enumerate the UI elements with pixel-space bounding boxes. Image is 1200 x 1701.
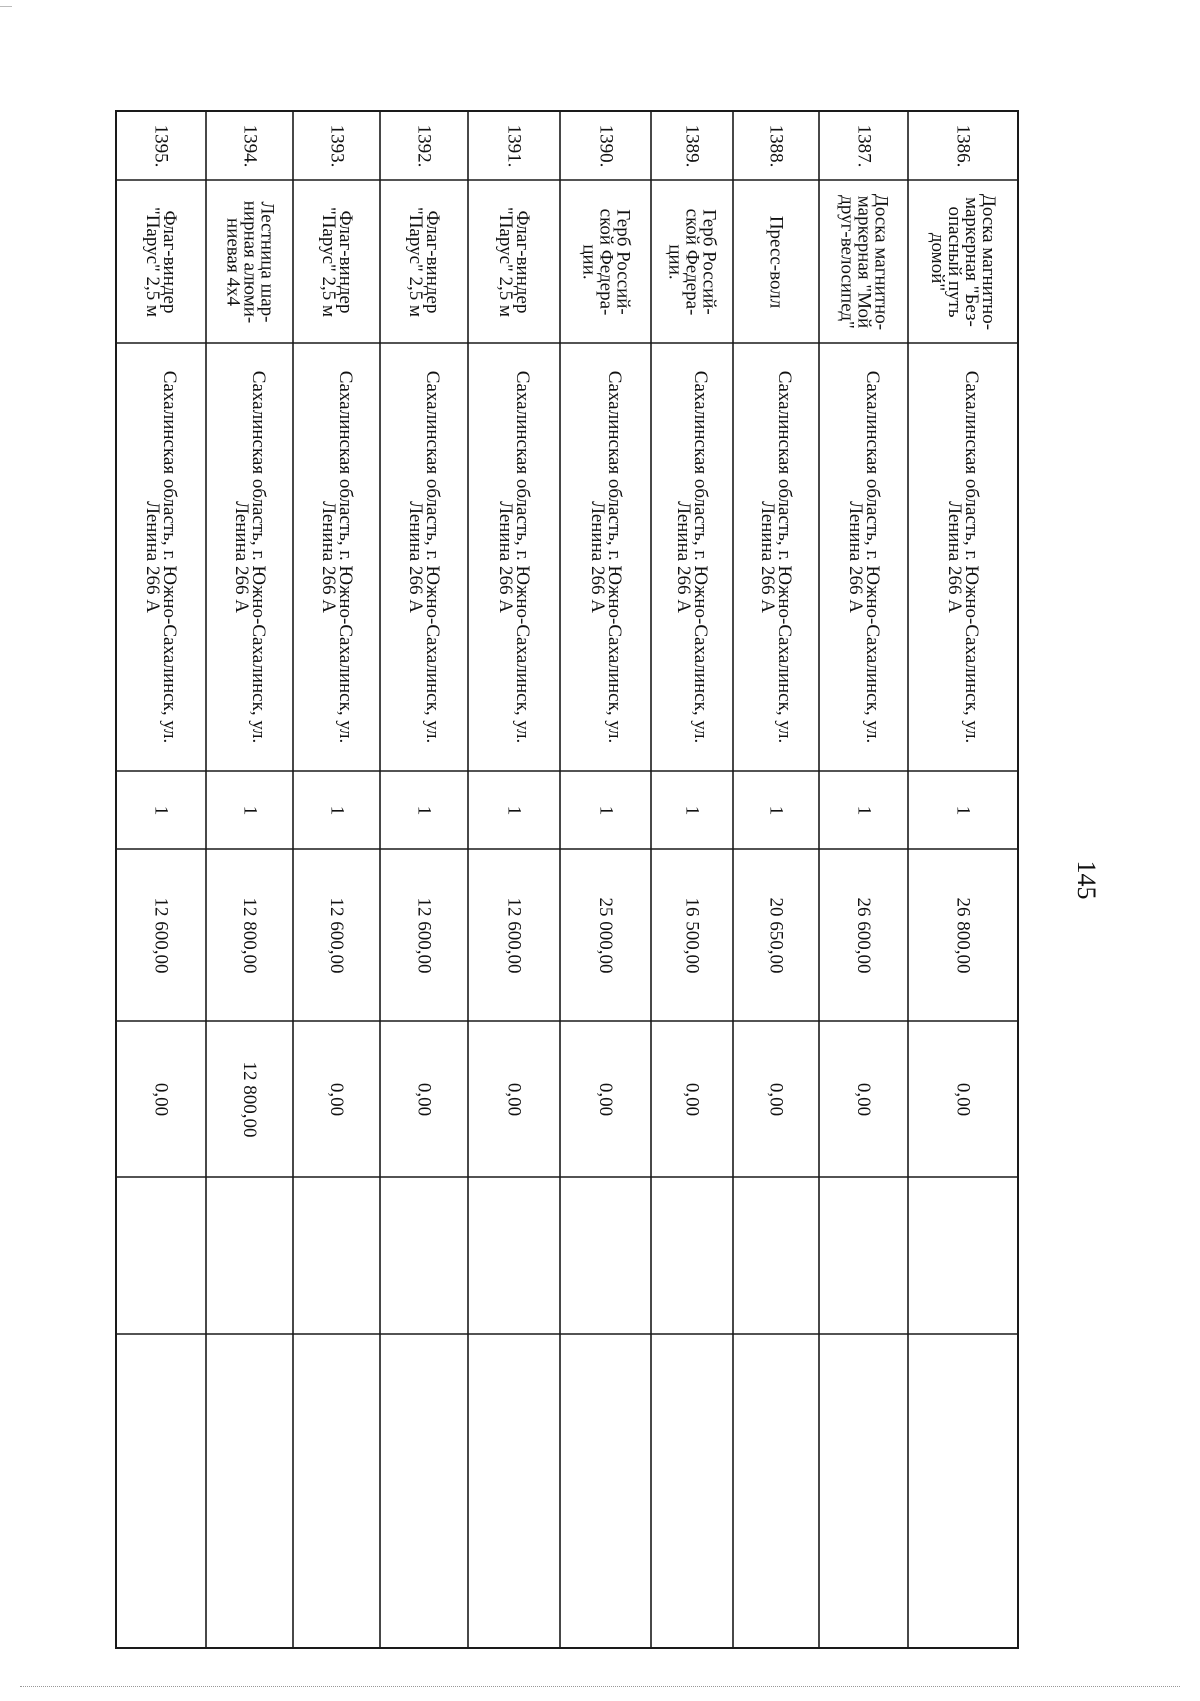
price-cell xyxy=(908,849,1018,1021)
scan-artifact-mark xyxy=(0,6,12,7)
item-name-cell xyxy=(293,180,380,343)
item-name-cell xyxy=(733,180,819,343)
item-name-text: Пресс-волл xyxy=(765,215,787,308)
residual-value-cell xyxy=(380,1021,468,1177)
extra-cell xyxy=(908,1177,1018,1334)
residual-value-text: 0,00 xyxy=(595,1082,616,1116)
row-number-cell xyxy=(651,111,733,180)
item-name-text: Герб Россий- ской Федера- ции. xyxy=(578,208,633,315)
item-name-text: Доска магнитно- маркерная "Мой друг-велосипед" xyxy=(836,193,891,330)
residual-value-text: 0,00 xyxy=(326,1082,347,1116)
row-number-text: 1391. xyxy=(503,124,525,167)
row-number-text: 1393. xyxy=(326,124,347,167)
row-number-cell xyxy=(908,111,1018,180)
residual-value-cell xyxy=(206,1021,293,1177)
price-cell xyxy=(819,849,908,1021)
scan-artifact-line xyxy=(20,1686,1180,1687)
extra-cell xyxy=(733,1334,819,1648)
quantity-cell xyxy=(733,771,819,849)
price-cell xyxy=(733,849,819,1021)
price-cell xyxy=(468,849,560,1021)
item-name-cell xyxy=(651,180,733,343)
residual-value-text: 0,00 xyxy=(681,1082,703,1116)
item-name-cell xyxy=(819,180,908,343)
price-cell xyxy=(116,849,206,1021)
extra-cell xyxy=(116,1334,206,1648)
quantity-cell xyxy=(560,771,651,849)
address-text: Сахалинская область, г. Южно-Сахалинск, ул. Ленина 266 А xyxy=(673,370,711,744)
residual-value-cell xyxy=(908,1021,1018,1177)
price-cell xyxy=(651,849,733,1021)
address-text: Сахалинская область, г. Южно-Сахалинск, ул. Ленина 266 А xyxy=(495,370,533,744)
item-name-text: Флаг-виндер "Парус" 2,5 м xyxy=(142,206,180,317)
inventory-table xyxy=(116,111,1018,1648)
quantity-text: 1 xyxy=(413,805,435,815)
item-name-cell xyxy=(206,180,293,343)
quantity-text: 1 xyxy=(952,805,974,815)
quantity-cell xyxy=(380,771,468,849)
extra-cell xyxy=(293,1334,380,1648)
quantity-cell xyxy=(116,771,206,849)
quantity-cell xyxy=(819,771,908,849)
extra-cell xyxy=(116,1177,206,1334)
quantity-text: 1 xyxy=(765,805,787,815)
extra-cell xyxy=(651,1177,733,1334)
address-cell xyxy=(908,343,1018,771)
extra-cell xyxy=(293,1177,380,1334)
row-number-cell xyxy=(293,111,380,180)
item-name-cell xyxy=(560,180,651,343)
item-name-text: Флаг-виндер "Парус" 2,5 м xyxy=(495,206,533,317)
row-number-cell xyxy=(380,111,468,180)
address-cell xyxy=(380,343,468,771)
address-text: Сахалинская область, г. Южно-Сахалинск, ул. Ленина 266 А xyxy=(844,370,883,744)
extra-cell xyxy=(733,1177,819,1334)
price-text: 12 600,00 xyxy=(150,897,172,973)
residual-value-cell xyxy=(733,1021,819,1177)
row-number-cell xyxy=(560,111,651,180)
quantity-text: 1 xyxy=(853,805,874,815)
residual-value-cell xyxy=(468,1021,560,1177)
address-cell xyxy=(293,343,380,771)
address-cell xyxy=(651,343,733,771)
address-cell xyxy=(819,343,908,771)
residual-value-text: 12 800,00 xyxy=(239,1061,260,1137)
address-text: Сахалинская область, г. Южно-Сахалинск, ул. Ленина 266 А xyxy=(586,370,625,744)
address-text: Сахалинская область, г. Южно-Сахалинск, ул. Ленина 266 А xyxy=(317,370,356,744)
price-text: 12 600,00 xyxy=(326,897,347,973)
row-number-text: 1392. xyxy=(413,124,435,167)
quantity-cell xyxy=(206,771,293,849)
residual-value-text: 0,00 xyxy=(853,1082,874,1116)
row-number-cell xyxy=(206,111,293,180)
quantity-cell xyxy=(908,771,1018,849)
price-text: 20 650,00 xyxy=(765,897,787,973)
residual-value-cell xyxy=(819,1021,908,1177)
extra-cell xyxy=(468,1334,560,1648)
residual-value-cell xyxy=(116,1021,206,1177)
row-number-text: 1386. xyxy=(952,124,974,167)
address-text: Сахалинская область, г. Южно-Сахалинск, ул. Ленина 266 А xyxy=(230,370,269,744)
quantity-text: 1 xyxy=(150,805,172,815)
row-number-cell xyxy=(733,111,819,180)
item-name-cell xyxy=(908,180,1018,343)
extra-cell xyxy=(206,1334,293,1648)
extra-cell xyxy=(380,1334,468,1648)
price-text: 12 800,00 xyxy=(239,897,260,973)
extra-cell xyxy=(560,1334,651,1648)
quantity-text: 1 xyxy=(595,805,616,815)
extra-cell xyxy=(819,1177,908,1334)
row-number-text: 1390. xyxy=(595,124,616,167)
item-name-cell xyxy=(380,180,468,343)
item-name-cell xyxy=(468,180,560,343)
row-number-cell xyxy=(819,111,908,180)
residual-value-text: 0,00 xyxy=(503,1082,525,1116)
extra-cell xyxy=(380,1177,468,1334)
address-text: Сахалинская область, г. Южно-Сахалинск, ул. Ленина 266 А xyxy=(405,370,443,744)
address-text: Сахалинская область, г. Южно-Сахалинск, ул. Ленина 266 А xyxy=(142,370,180,744)
item-name-text: Флаг-виндер "Парус" 2,5 м xyxy=(405,206,443,317)
row-number-cell xyxy=(468,111,560,180)
extra-cell xyxy=(651,1334,733,1648)
price-text: 12 600,00 xyxy=(413,897,435,973)
price-cell xyxy=(560,849,651,1021)
address-cell xyxy=(733,343,819,771)
price-cell xyxy=(380,849,468,1021)
price-cell xyxy=(293,849,380,1021)
quantity-cell xyxy=(293,771,380,849)
residual-value-cell xyxy=(560,1021,651,1177)
price-text: 25 000,00 xyxy=(595,897,616,973)
price-text: 12 600,00 xyxy=(503,897,525,973)
item-name-text: Лестница шар- нирная алюми- ниевая 4х4 xyxy=(222,200,277,323)
row-number-text: 1388. xyxy=(765,124,787,167)
item-name-cell xyxy=(116,180,206,343)
quantity-text: 1 xyxy=(326,805,347,815)
row-number-text: 1387. xyxy=(853,124,874,167)
price-cell xyxy=(206,849,293,1021)
row-number-text: 1395. xyxy=(150,124,172,167)
residual-value-text: 0,00 xyxy=(952,1082,974,1116)
residual-value-cell xyxy=(293,1021,380,1177)
quantity-text: 1 xyxy=(503,805,525,815)
residual-value-cell xyxy=(651,1021,733,1177)
address-cell xyxy=(560,343,651,771)
row-number-cell xyxy=(116,111,206,180)
residual-value-text: 0,00 xyxy=(765,1082,787,1116)
address-cell xyxy=(468,343,560,771)
residual-value-text: 0,00 xyxy=(413,1082,435,1116)
price-text: 16 500,00 xyxy=(681,897,703,973)
item-name-text: Доска магнитно- маркерная "Без- опасный путь домой" xyxy=(927,193,999,330)
address-text: Сахалинская область, г. Южно-Сахалинск, ул. Ленина 266 А xyxy=(757,370,795,744)
quantity-text: 1 xyxy=(239,805,260,815)
address-text: Сахалинская область, г. Южно-Сахалинск, ул. Ленина 266 А xyxy=(944,370,982,744)
row-number-text: 1389. xyxy=(681,124,703,167)
extra-cell xyxy=(819,1334,908,1648)
page-number: 145 xyxy=(1072,860,1101,900)
quantity-text: 1 xyxy=(681,805,703,815)
extra-cell xyxy=(468,1177,560,1334)
item-name-text: Герб Россий- ской Федера- ции. xyxy=(664,208,720,315)
row-number-text: 1394. xyxy=(239,124,260,167)
extra-cell xyxy=(560,1177,651,1334)
address-cell xyxy=(116,343,206,771)
quantity-cell xyxy=(651,771,733,849)
price-text: 26 800,00 xyxy=(952,897,974,973)
address-cell xyxy=(206,343,293,771)
item-name-text: Флаг-виндер "Парус" 2,5 м xyxy=(317,206,356,317)
price-text: 26 600,00 xyxy=(853,897,874,973)
extra-cell xyxy=(908,1334,1018,1648)
quantity-cell xyxy=(468,771,560,849)
extra-cell xyxy=(206,1177,293,1334)
residual-value-text: 0,00 xyxy=(150,1082,172,1116)
